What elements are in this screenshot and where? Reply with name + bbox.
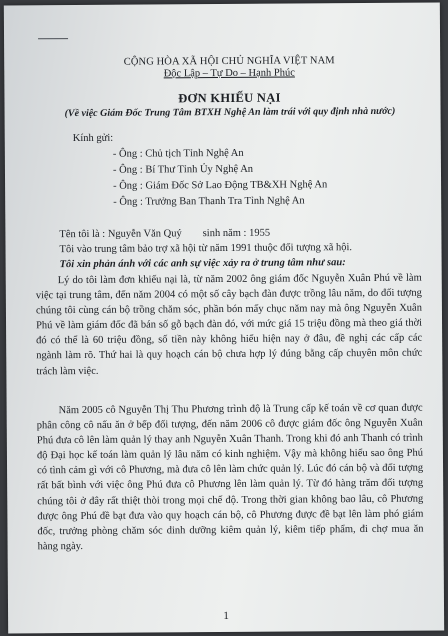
recipient-1: - Ông : Chủ tịch Tỉnh Nghệ An	[112, 147, 244, 160]
page-number: 1	[223, 609, 229, 623]
greeting: Kính gửi:	[72, 132, 114, 145]
nation-heading: CỘNG HÒA XÃ HỘI CHỦ NGHĨA VIỆT NAM	[123, 55, 335, 68]
header-dash-mark	[38, 38, 68, 39]
document-title: ĐƠN KHIẾU NẠI	[178, 90, 281, 106]
reflect-line: Tôi xin phản ánh với các anh sự việc xảy ra ở trung tâm như sau:	[59, 257, 346, 271]
document-subtitle: (Về việc Giám Đốc Trung Tâm BTXH Nghệ An làm trái với quy định nhà nước)	[64, 105, 396, 120]
paragraph-1: Lý do tôi làm đơn khiếu nại là, từ năm 2002 ông giám đốc Nguyễn Xuân Phú về làm việc tại trung tâm, đến năm 2004 có một số cây bạch đàn được trồng lâu năm, do đối tượng chúng tôi cùng cán bộ trồng chăm sóc, phần bón mấy chục năm nay mà ông Nguyễn Xuân Phú về làm giám đốc đã bán số gỗ bạch đàn đó, với mức giá 15 triệu đồng mà theo giá thời đó có thể là 60 triệu đồng, số tiền này không hiểu hiện nay ở đâu, đề nghị các cấp các ngành làm rõ. Thứ hai là quy hoạch cán bộ chưa hợp lý đúng bằng cấp chuyên môn chức trách làm việc.	[35, 272, 423, 377]
paragraph-2-block	[37, 401, 424, 555]
document-page	[4, 2, 444, 633]
paragraph-2: Năm 2005 cô Nguyễn Thị Thu Phương trình độ là Trung cấp kế toán về cơ quan được phân công cô nấu ăn ở bếp đối tượng, đến năm 2006 cô được giám đốc ông Nguyễn Xuân Phú đưa cô lên làm quản lý thay anh Nguyễn Xuân Thanh. Trong khi đó anh Thanh có trình độ Đại học kế toán làm quản lý lâu năm có kinh nghiệm. Vậy mà không hiểu sao ông Phú có tình cảm gì với cô Phương, mà đưa cô lên làm chức quản lý. Lúc đó cán bộ và đối tượng rất bất bình với việc ông Phú đưa cô Phương lên làm quản lý. Từ đó hàng trăm đối tượng chúng tôi ở đây rất thiệt thòi trong mọi chế độ. Trong thời gian không bao lâu, cô Phương được ông Phú đề bạt đưa vào quy hoạch cán bộ, cô Phương được đề bạt lên làm phó giám đốc, trưởng phòng chăm sóc dinh dưỡng kiêm quản lý, kiêm tiếp phẩm, đi chợ mua ăn hàng ngày.	[36, 402, 424, 553]
paragraph-1-block	[36, 271, 423, 379]
recipient-2: - Ông : Bí Thư Tỉnh Ủy Nghệ An	[112, 163, 254, 176]
entry-line: Tôi vào trung tâm bảo trợ xã hội từ năm 1991 thuộc đối tượng xã hội.	[59, 242, 353, 256]
name-line: Tên tôi là : Nguyễn Văn Quý sinh năm : 1955	[59, 227, 271, 241]
motto-heading: Độc Lập – Tự Do – Hạnh Phúc	[163, 67, 295, 80]
recipient-4: - Ông : Trưởng Ban Thanh Tra Tỉnh Nghệ An	[113, 195, 305, 208]
recipient-3: - Ông : Giám Đốc Sở Lao Động TB&XH Nghệ An	[113, 179, 328, 192]
